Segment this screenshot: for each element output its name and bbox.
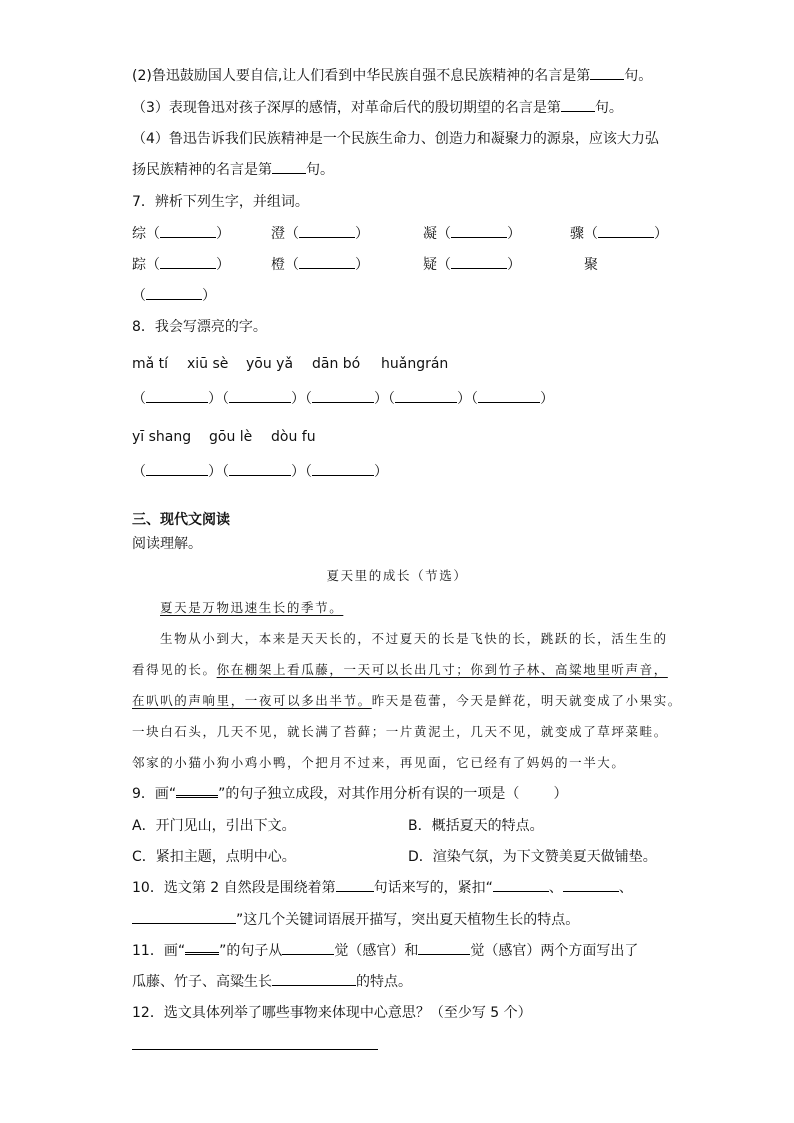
section-intro: 阅读理解。: [132, 536, 202, 552]
q10-blank-2[interactable]: [493, 878, 549, 892]
q8-blank-5[interactable]: [478, 389, 540, 403]
q6-item-4-line2: [132, 160, 334, 180]
q10-text-b: 句话来写的，紧扣“: [373, 880, 493, 896]
passage-text: 昨天是苞蕾，今天是鲜花，明天就变成了小果实。: [371, 693, 682, 708]
q8-blank-7[interactable]: [229, 462, 291, 476]
q7-char-8: 聚: [584, 257, 598, 273]
q9-stem-c: ）: [553, 786, 568, 802]
passage-p1: [160, 598, 343, 618]
q11-line2: [132, 972, 412, 992]
q11-text-c: 觉（感官）和: [334, 943, 419, 959]
q8-pinyin-1: mǎ tí: [132, 356, 169, 372]
q11-blank-1[interactable]: [282, 941, 334, 955]
q7-word-2[interactable]: [271, 224, 369, 244]
q9-stem-a: 9．画“: [132, 786, 177, 802]
q8-paren: （: [305, 391, 312, 407]
section-heading: 三、现代文阅读: [132, 512, 230, 528]
q9-mark-blank: [176, 784, 218, 798]
q7-paren: ）: [507, 226, 521, 242]
q7-paren: ）: [355, 226, 369, 242]
q8-paren: ）: [540, 391, 554, 407]
q7-paren: （: [285, 257, 299, 273]
q8-pinyin-3: yōu yǎ: [246, 356, 294, 372]
q7-title: 7．辨析下列生字，并组词。: [132, 194, 309, 210]
q9-stem: [132, 784, 567, 804]
q9-stem-b: ”的句子独立成段，对其作用分析有误的一项是（: [218, 786, 520, 802]
q7-blank[interactable]: [451, 224, 507, 238]
q6-item-4-suffix: 句。: [306, 162, 334, 178]
q7-word-6[interactable]: [271, 255, 369, 275]
q8-title: 8．我会写漂亮的字。: [132, 319, 267, 335]
q11-text-a: 11．画“: [132, 943, 186, 959]
q8-blank-4[interactable]: [395, 389, 457, 403]
q8-paren: （: [471, 391, 478, 407]
q11-text-d: 觉（感官）两个方面写出了: [470, 943, 639, 959]
q6-item-3: [132, 98, 623, 118]
q10-line1: [132, 878, 633, 898]
q7-blank[interactable]: [598, 224, 654, 238]
q7-blank[interactable]: [160, 224, 216, 238]
q7-char: 踪: [132, 257, 146, 273]
q8-paren: （: [132, 391, 146, 407]
q11-blank-3[interactable]: [272, 972, 356, 986]
q7-blank[interactable]: [299, 255, 355, 269]
q7-paren: ）: [355, 257, 369, 273]
q8-pinyin-2: xiū sè: [187, 356, 229, 372]
q6-item-3-text: （3）表现鲁迅对孩子深厚的感情，对革命后代的殷切期望的名言是第: [132, 100, 561, 116]
passage-p2-line5: 邻家的小猫小狗小鸡小鸭，个把月不过来，再见面，它已经有了妈妈的一半大。: [132, 755, 626, 770]
q8-paren: ）: [208, 391, 222, 407]
q6-item-3-suffix: 句。: [594, 100, 623, 116]
q8-paren: ）: [457, 391, 471, 407]
q8-answer-row-2: [132, 462, 388, 482]
q7-char: 疑: [423, 257, 437, 273]
q10-blank-1[interactable]: [336, 878, 374, 892]
q11-line1: [132, 941, 638, 961]
q7-paren: ）: [654, 226, 668, 242]
q10-blank-3[interactable]: [563, 878, 619, 892]
q12-answer-line[interactable]: [132, 1049, 378, 1050]
passage-underlined: 在叭叭的声响里，一夜可以多出半节。: [132, 693, 372, 708]
q7-char: 综: [132, 226, 146, 242]
q8-blank-6[interactable]: [146, 462, 208, 476]
q8-paren: ）: [208, 464, 222, 480]
q8-paren: ）: [374, 391, 388, 407]
q7-word-3[interactable]: [423, 224, 521, 244]
q8-pinyin-7: gōu lè: [209, 429, 253, 445]
passage-text: 看得见的长。: [132, 662, 217, 677]
q6-item-2-suffix: 句。: [624, 68, 653, 84]
q11-text-b: ”的句子从: [219, 943, 283, 959]
q7-blank[interactable]: [299, 224, 355, 238]
passage-p2-line1: 生物从小到大，本来是天天长的，不过夏天的长是飞快的长，跳跃的长，活生生的: [160, 631, 668, 646]
q6-item-4-line1: （4）鲁迅告诉我们民族精神是一个民族生命力、创造力和凝聚力的源泉，应该大力弘: [132, 131, 659, 147]
q7-char: 橙: [271, 257, 285, 273]
q7-paren: （: [584, 226, 598, 242]
q11-mark-blank: [185, 941, 219, 955]
q11-text-e: 瓜藤、竹子、高粱生长: [132, 974, 272, 990]
q11-blank-2[interactable]: [418, 941, 470, 955]
q8-pinyin-4: dān bó: [312, 356, 361, 372]
q8-paren: ）: [374, 464, 388, 480]
q9-option-b[interactable]: B．概括夏天的特点。: [408, 818, 544, 834]
q7-char: 骤: [570, 226, 584, 242]
q7-paren: ）: [216, 257, 230, 273]
q9-option-d[interactable]: D．渲染气氛，为下文赞美夏天做铺垫。: [408, 849, 657, 865]
q10-text-c: ”这几个关键词语展开描写，突出夏天植物生长的特点。: [236, 912, 580, 928]
q8-paren: （: [305, 464, 312, 480]
q7-paren: （: [146, 226, 160, 242]
passage-p2-line2: [132, 660, 668, 680]
q11-text-f: 的特点。: [356, 974, 412, 990]
q7-word-7[interactable]: [423, 255, 521, 275]
q12-stem: 12．选文具体列举了哪些事物来体现中心意思？（至少写 5 个）: [132, 1005, 532, 1021]
q8-pinyin-5: huǎngrán: [381, 356, 449, 372]
q8-answer-row-1: [132, 389, 554, 409]
q6-item-3-blank[interactable]: [561, 98, 595, 112]
q7-paren: ）: [202, 288, 216, 304]
q9-option-c[interactable]: C．紧扣主题，点明中心。: [132, 849, 296, 865]
q7-char: 凝: [423, 226, 437, 242]
passage-p2-line3: [132, 691, 682, 711]
q8-blank-2[interactable]: [229, 389, 291, 403]
q8-paren: （: [222, 391, 229, 407]
q6-item-4-text: 扬民族精神的名言是第: [132, 162, 272, 178]
q8-paren: （: [388, 391, 395, 407]
q7-paren: （: [132, 288, 146, 304]
q7-paren: （: [285, 226, 299, 242]
q7-char: 澄: [271, 226, 285, 242]
passage-p1-underlined: 夏天是万物迅速生长的季节。: [160, 600, 344, 615]
q10-sep: 、: [548, 880, 563, 896]
passage-title: 夏天里的成长（节选）: [326, 568, 468, 583]
passage-p2-line4: 一块白石头，几天不见，就长满了苔藓；一片黄泥土，几天不见，就变成了草坪菜畦。: [132, 724, 668, 739]
passage-underlined: 你在棚架上看瓜藤，一天可以长出几寸；你到竹子林、高粱地里听声音，: [216, 662, 668, 677]
q7-blank[interactable]: [451, 255, 507, 269]
q6-item-2-text: (2)鲁迅鼓励国人要自信,让人们看到中华民族自强不息民族精神的名言是第: [132, 68, 591, 84]
q8-paren: （: [222, 464, 229, 480]
q10-sep: 、: [618, 880, 633, 896]
q7-paren: ）: [216, 226, 230, 242]
q7-word-4[interactable]: [570, 224, 668, 244]
q7-word-5[interactable]: [132, 255, 230, 275]
q6-item-2: [132, 66, 652, 86]
q8-blank-1[interactable]: [146, 389, 208, 403]
q8-blank-3[interactable]: [312, 389, 374, 403]
q9-option-a[interactable]: A．开门见山，引出下文。: [132, 818, 296, 834]
q10-line2: [132, 910, 579, 930]
q8-paren: ）: [291, 464, 305, 480]
q7-word-1[interactable]: [132, 224, 230, 244]
q7-paren: （: [146, 257, 160, 273]
q8-pinyin-8: dòu fu: [271, 429, 316, 445]
q10-text-a: 10．选文第 2 自然段是围绕着第: [132, 880, 336, 896]
q6-item-2-blank[interactable]: [590, 66, 624, 80]
q7-word-8-blank[interactable]: [132, 286, 216, 306]
q8-blank-8[interactable]: [312, 462, 374, 476]
q8-paren: ）: [291, 391, 305, 407]
q8-paren: （: [132, 464, 146, 480]
q7-paren: （: [437, 257, 451, 273]
q7-paren: ）: [507, 257, 521, 273]
q7-paren: （: [437, 226, 451, 242]
q7-blank[interactable]: [146, 286, 202, 300]
q10-blank-4[interactable]: [132, 910, 236, 924]
q8-pinyin-6: yī shang: [132, 429, 192, 445]
q7-blank[interactable]: [160, 255, 216, 269]
q6-item-4-blank[interactable]: [272, 160, 306, 174]
